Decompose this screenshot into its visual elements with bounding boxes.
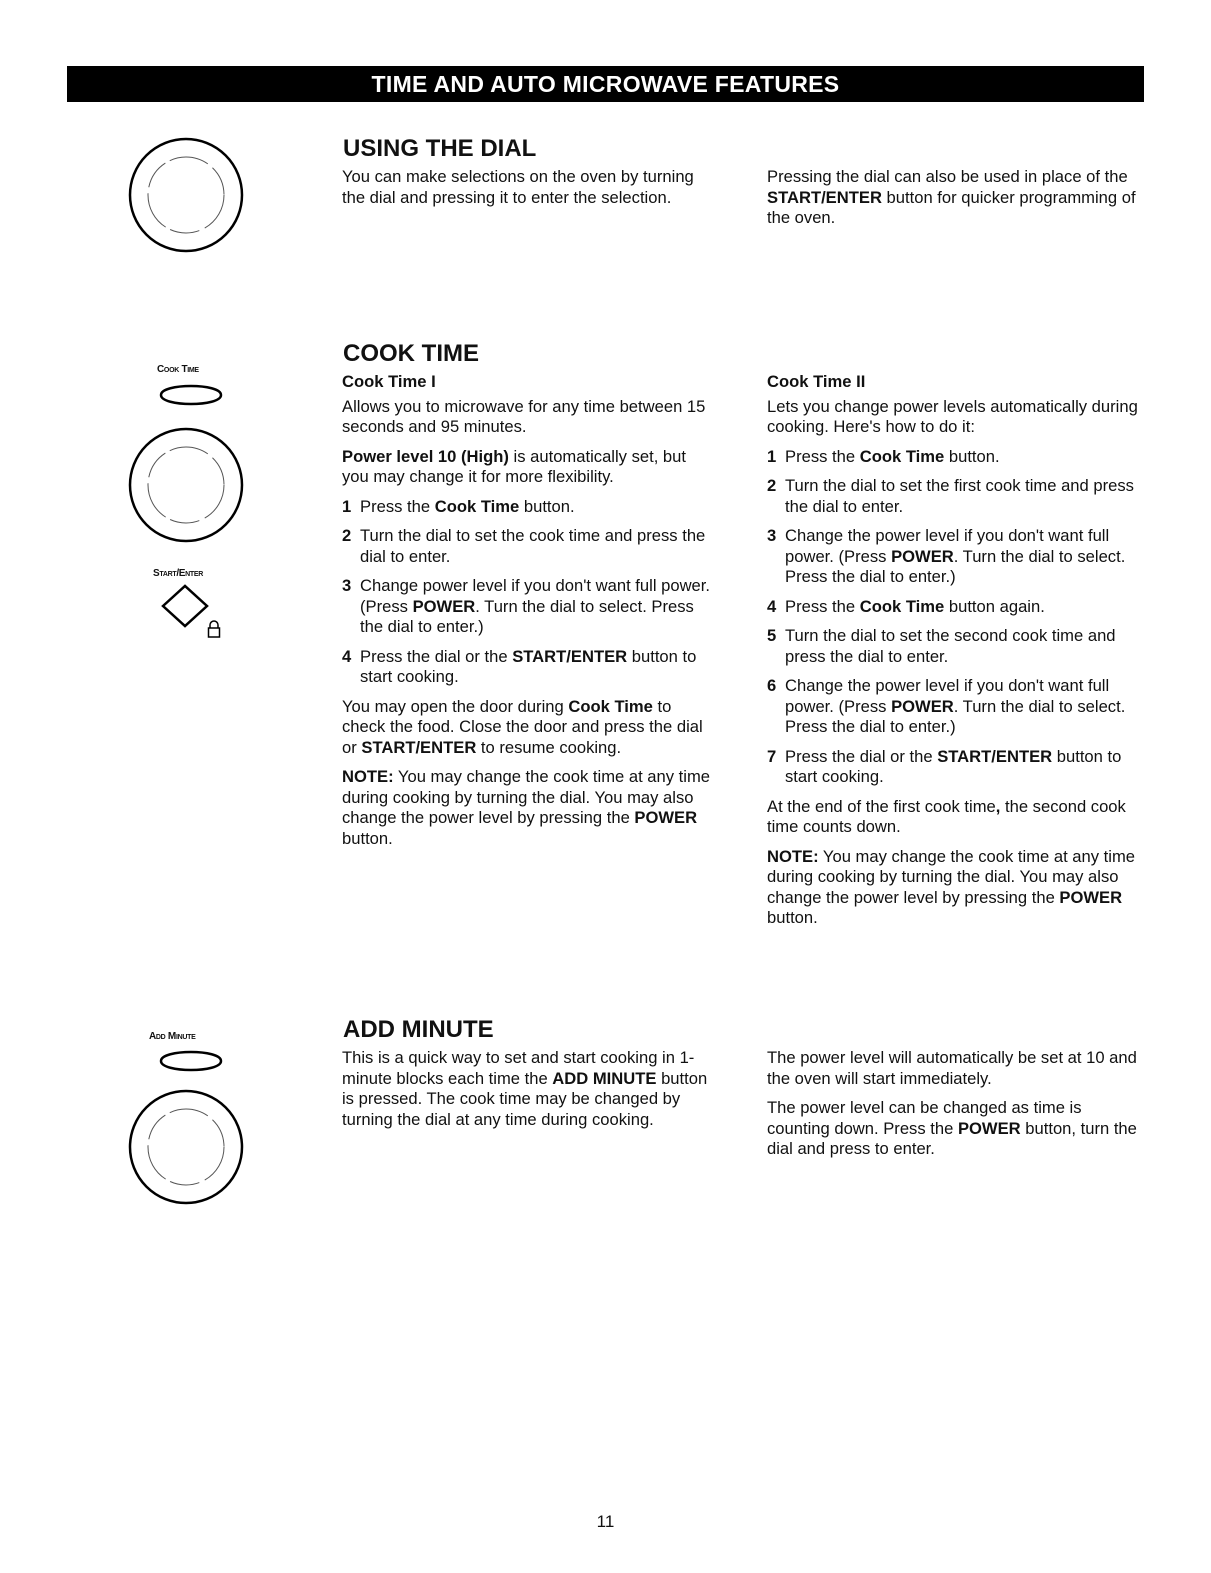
bold-text: , <box>995 796 1001 816</box>
bold-text: Cook Time <box>434 496 520 516</box>
bold-text: POWER <box>891 696 954 716</box>
list-item <box>767 526 1142 588</box>
paragraph <box>767 1048 1142 1089</box>
step-number: 7 <box>767 746 777 766</box>
text: Change the power level if you don't want full power. (Press <box>785 526 1110 566</box>
add-minute-right-column <box>767 1048 1142 1169</box>
text: button is pressed. The cook time may be changed by turning the dial at any time during cooking. <box>342 1068 708 1129</box>
text: button to start cooking. <box>360 646 697 686</box>
text: Press the <box>785 446 860 466</box>
bold-text: START/ENTER <box>937 746 1053 766</box>
text: This is a quick way to set and start cooking in 1-minute blocks each time the <box>342 1048 695 1088</box>
text: Pressing the dial can also be used in place of the <box>767 167 1128 186</box>
steps-list <box>767 447 1142 788</box>
bold-text: Cook Time <box>568 696 653 716</box>
using-dial-left-column <box>342 167 717 217</box>
bold-text: Power level 10 (High) <box>342 446 509 466</box>
text: You can make selections on the oven by turning the dial and pressing it to enter the selection. <box>342 167 694 207</box>
paragraph <box>342 697 717 759</box>
text: At the end of the first cook time <box>767 796 996 816</box>
step-number: 2 <box>342 526 352 545</box>
list-item <box>342 647 717 688</box>
list-item <box>342 576 717 638</box>
cook-time-icon-label: Cook Time <box>157 364 199 375</box>
text: . Turn the dial to select. Press the dial to enter.) <box>360 596 694 636</box>
list-item <box>767 476 1142 517</box>
text: Turn the dial to set the cook time and press the dial to enter. <box>360 526 706 566</box>
note-label: NOTE: <box>342 767 394 786</box>
step-number: 6 <box>767 676 777 695</box>
text: Change power level if you don't want full power. (Press <box>360 576 710 616</box>
cook-time-button-icon <box>151 379 231 411</box>
text: button. <box>519 496 575 516</box>
list-item <box>767 447 1142 468</box>
bold-text: POWER <box>957 1118 1021 1138</box>
add-minute-icon-label: Add Minute <box>149 1031 196 1042</box>
bold-text: POWER <box>1059 887 1123 907</box>
step-number: 1 <box>767 446 777 466</box>
text: Press the dial or the <box>785 746 938 766</box>
dial-icon <box>127 418 245 552</box>
paragraph <box>767 167 1142 229</box>
subsection-title: Cook Time II <box>767 372 866 391</box>
paragraph <box>342 1048 717 1130</box>
text: is automatically set, but you may change it for more flexibility. <box>342 446 687 486</box>
list-item <box>767 597 1142 618</box>
step-number: 1 <box>342 496 352 516</box>
text: Press the <box>785 596 860 616</box>
dial-icon <box>127 128 245 262</box>
add-minute-left-column <box>342 1048 717 1139</box>
note-paragraph <box>767 847 1142 929</box>
note-label: NOTE: <box>767 846 819 866</box>
bold-text: START/ENTER <box>361 737 477 757</box>
text: button to start cooking. <box>785 746 1122 786</box>
text: to check the food. Close the door and press the dial or <box>342 696 703 757</box>
text: Turn the dial to set the first cook time and press the dial to enter. <box>785 476 1134 516</box>
list-item <box>342 526 717 567</box>
bold-text: ADD MINUTE <box>552 1068 657 1088</box>
lock-icon <box>207 620 221 638</box>
section-title: USING THE DIAL <box>343 135 537 162</box>
bold-text: POWER <box>634 808 698 827</box>
text: button. <box>944 446 1000 466</box>
text: . Turn the dial to select. Press the dial to enter.) <box>785 696 1126 736</box>
bold-text: Cook Time <box>859 596 945 616</box>
paragraph <box>342 447 717 488</box>
paragraph <box>767 797 1142 838</box>
subsection-title: Cook Time I <box>342 372 436 391</box>
text: Press the dial or the <box>360 646 513 666</box>
bold-text: Cook Time <box>859 446 945 466</box>
start-enter-icon-label: Start/Enter <box>153 568 204 579</box>
section-title: COOK TIME <box>343 340 479 367</box>
text: The power level will automatically be set at 10 and the oven will start immediately. <box>767 1048 1137 1088</box>
dial-icon <box>127 1080 245 1214</box>
text: button for quicker programming of the oven. <box>767 187 1136 227</box>
steps-list <box>342 497 717 688</box>
page-header: TIME AND AUTO MICROWAVE FEATURES <box>67 66 1144 102</box>
step-number: 4 <box>767 596 777 616</box>
text: to resume cooking. <box>476 737 622 757</box>
step-number: 2 <box>767 476 777 495</box>
bold-text: START/ENTER <box>512 646 628 666</box>
step-number: 3 <box>767 526 777 545</box>
text: Change the power level if you don't want full power. (Press <box>785 676 1110 716</box>
step-number: 3 <box>342 576 352 595</box>
paragraph: Allows you to microwave for any time between 15 seconds and 95 minutes. <box>342 396 706 436</box>
step-number: 4 <box>342 646 352 666</box>
text: Turn the dial to set the second cook time and press the dial to enter. <box>785 626 1116 666</box>
list-item <box>767 676 1142 738</box>
note-paragraph <box>342 767 717 849</box>
paragraph <box>767 1098 1142 1160</box>
add-minute-button-icon <box>151 1045 231 1077</box>
paragraph <box>342 167 717 208</box>
using-dial-right-column <box>767 167 1142 238</box>
text: the second cook time counts down. <box>767 796 1126 836</box>
text: button again. <box>944 596 1045 616</box>
text: You may change the cook time at any time during cooking by turning the dial. You may also change the power level by pressing the <box>767 846 1136 907</box>
step-number: 5 <box>767 626 777 645</box>
bold-text: POWER <box>891 546 954 566</box>
page-number: 11 <box>596 1512 615 1531</box>
list-item <box>767 626 1142 667</box>
list-item <box>342 497 717 518</box>
bold-text: START/ENTER <box>767 187 882 207</box>
list-item <box>767 747 1142 788</box>
text: You may open the door during <box>342 696 569 716</box>
text: button. <box>342 828 393 848</box>
section-title: ADD MINUTE <box>343 1016 494 1043</box>
paragraph: Lets you change power levels automatically during cooking. Here's how to do it: <box>767 396 1138 436</box>
text: . Turn the dial to select. Press the dial to enter.) <box>785 546 1126 586</box>
text: button. <box>767 908 818 927</box>
text: You may change the cook time at any time during cooking by turning the dial. You may also change the power level by pressing the <box>342 767 711 827</box>
bold-text: POWER <box>412 596 476 616</box>
text: Press the <box>360 496 435 516</box>
cook-time-i-column <box>342 372 717 858</box>
text: button, turn the dial and press to enter. <box>767 1118 1137 1158</box>
cook-time-ii-column <box>767 372 1142 938</box>
text: The power level can be changed as time is counting down. Press the <box>767 1098 1082 1138</box>
